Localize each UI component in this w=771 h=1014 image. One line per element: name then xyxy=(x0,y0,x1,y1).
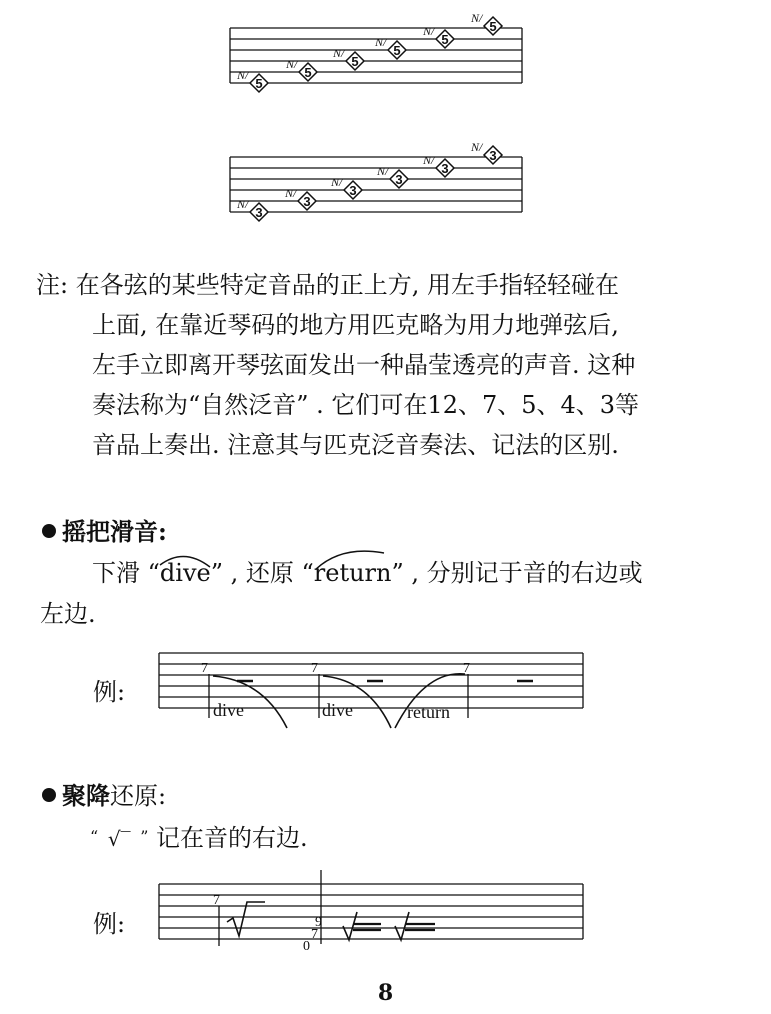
tab-fret-number-lower: 0 xyxy=(303,939,310,954)
tab-fret-number-upper: 9 xyxy=(315,915,322,930)
natural-harmonic-glyph: N/ xyxy=(285,186,297,200)
harmonic-number: 5 xyxy=(351,54,359,69)
natural-harmonic-glyph: N/ xyxy=(333,46,345,60)
desc-part-c: ” , 分别记于音的右边或 xyxy=(391,559,643,587)
tab-fret-number: 7 xyxy=(213,893,220,908)
harmonic-number: 3 xyxy=(441,161,449,176)
harmonic-number: 3 xyxy=(395,172,403,187)
section1-description xyxy=(92,553,643,588)
dive-symbol xyxy=(160,559,211,587)
dip-return-symbol: √‾ xyxy=(107,827,131,851)
harmonic-number: 5 xyxy=(489,19,497,34)
harmonic-number: 3 xyxy=(349,183,357,198)
harmonic-number: 5 xyxy=(393,43,401,58)
natural-harmonic-glyph: N/ xyxy=(423,153,435,167)
bullet-icon xyxy=(42,524,56,538)
quote-close: ” xyxy=(140,827,149,846)
note-line-1: 注: 在各弦的某些特定音品的正上方, 用左手指轻轻碰在 xyxy=(36,271,619,299)
section2-description xyxy=(90,818,308,853)
harmonic-number: 3 xyxy=(255,205,263,220)
tab-staff-1 xyxy=(225,8,525,103)
section-title-text: 摇把滑音: xyxy=(62,517,167,546)
section-title-dip-return xyxy=(42,776,166,811)
note-line-2: 上面, 在靠近琴码的地方用匹克略为用力地弹弦后, xyxy=(92,311,619,339)
example-label-1: 例: xyxy=(93,678,126,706)
desc-part-b: ” , 还原 “ xyxy=(210,559,314,587)
section1-description-line2: 左边. xyxy=(40,600,96,628)
natural-harmonic-glyph: N/ xyxy=(237,197,249,211)
dive-word: dive xyxy=(159,559,211,587)
bullet-icon xyxy=(42,788,56,802)
harmonic-figure-3 xyxy=(225,140,525,225)
tab-fret-number: 7 xyxy=(463,661,470,676)
natural-harmonic-glyph: N/ xyxy=(471,11,483,25)
desc-rest: 记在音的右边. xyxy=(156,824,308,852)
harmonic-number: 3 xyxy=(489,148,497,163)
harmonic-number: 5 xyxy=(304,65,312,80)
whammy-example-tab xyxy=(155,648,587,728)
note-line-3: 左手立即离开琴弦面发出一种晶莹透亮的声音. 这种 xyxy=(92,351,636,379)
natural-harmonic-glyph: N/ xyxy=(471,140,483,154)
natural-harmonic-glyph: N/ xyxy=(331,175,343,189)
harmonic-number: 5 xyxy=(255,76,263,91)
natural-harmonic-glyph: N/ xyxy=(377,164,389,178)
dive-label: dive xyxy=(213,700,244,720)
tab-fret-number: 7 xyxy=(311,661,318,676)
harmonic-marker xyxy=(470,11,502,35)
tab-fret-number: 7 xyxy=(311,927,318,942)
harmonic-number: 3 xyxy=(303,194,311,209)
natural-harmonic-glyph: N/ xyxy=(423,24,435,38)
section-title-bold: 聚降 xyxy=(62,781,110,810)
harmonic-figure-5 xyxy=(225,8,525,103)
return-symbol xyxy=(314,559,392,587)
return-label: return xyxy=(407,702,450,722)
natural-harmonic-glyph: N/ xyxy=(237,68,249,82)
tab-staff-4 xyxy=(155,870,587,952)
note-line-5: 音品上奏出. 注意其与匹克泛音奏法、记法的区别. xyxy=(92,431,619,459)
desc-part-a: 下滑 “ xyxy=(92,559,160,587)
section-title-whammy-glide xyxy=(42,512,167,547)
return-word: return xyxy=(313,559,392,587)
harmonic-marker xyxy=(470,140,502,164)
quote-open: “ xyxy=(90,827,99,846)
dive-label: dive xyxy=(322,700,353,720)
note-line-4: 奏法称为“自然泛音” . 它们可在12、7、5、4、3等 xyxy=(92,391,640,419)
tab-staff-3 xyxy=(155,648,587,728)
harmonic-number: 5 xyxy=(441,32,449,47)
page-number: 8 xyxy=(377,980,394,1006)
section-title-rest: 还原: xyxy=(110,782,167,810)
tab-fret-number: 7 xyxy=(201,661,208,676)
dip-return-example-tab xyxy=(155,870,587,952)
example-label-2: 例: xyxy=(93,910,126,938)
natural-harmonic-glyph: N/ xyxy=(286,57,298,71)
tab-staff-2 xyxy=(225,140,525,225)
dive-arc-icon xyxy=(158,549,214,569)
return-arc-icon xyxy=(310,549,390,569)
natural-harmonic-glyph: N/ xyxy=(375,35,387,49)
